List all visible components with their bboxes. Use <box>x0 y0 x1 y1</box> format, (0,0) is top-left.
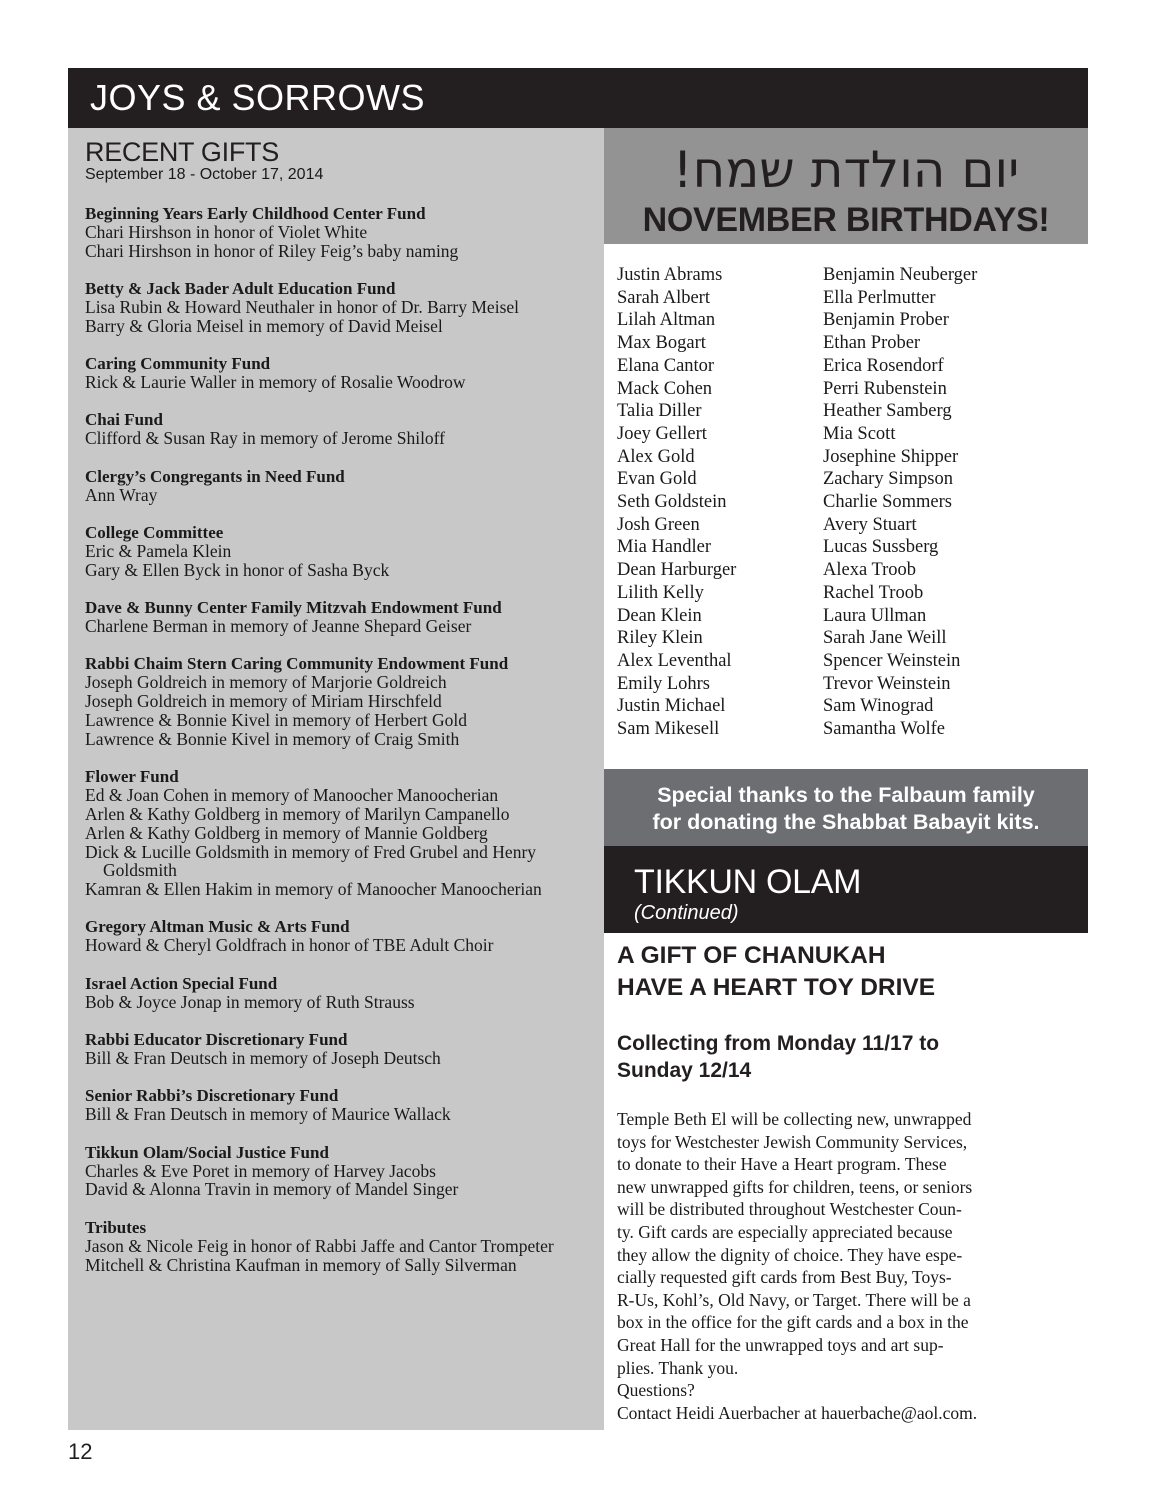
birthday-name: Riley Klein <box>617 628 703 649</box>
fund-name: Gregory Altman Music & Arts Fund <box>85 917 350 937</box>
thanks-line-1: Special thanks to the Falbaum family <box>657 783 1035 807</box>
section-title: JOYS & SORROWS <box>90 77 426 118</box>
gift-entry: Howard & Cheryl Goldfrach in honor of TBE Adult Choir <box>85 935 494 956</box>
birthday-name: Emily Lohrs <box>617 673 711 694</box>
birthday-name: Alex Gold <box>617 446 695 467</box>
article-body-line: plies. Thank you. <box>617 1357 739 1378</box>
fund-name: Betty & Jack Bader Adult Education Fund <box>85 279 396 299</box>
gift-entry: Charles & Eve Poret in memory of Harvey Jacobs <box>85 1160 436 1181</box>
gift-entry: Ed & Joan Cohen in memory of Manoocher Manoocherian <box>85 785 499 806</box>
article-subtitle-line-2: Sunday 12/14 <box>617 1059 752 1082</box>
fund-name: Rabbi Chaim Stern Caring Community Endowment Fund <box>85 654 509 674</box>
birthday-name: Joey Gellert <box>617 423 707 444</box>
article-body-line: new unwrapped gifts for children, teens, or seniors <box>617 1176 973 1197</box>
fund-name: Dave & Bunny Center Family Mitzvah Endowment Fund <box>85 598 502 618</box>
gift-entry: Chari Hirshson in honor of Riley Feig’s baby naming <box>85 240 459 261</box>
gift-entry: Dick & Lucille Goldsmith in memory of Fred Grubel and Henry Goldsmith <box>85 841 537 881</box>
hebrew-greeting: יום הולדת שמח! <box>672 141 1020 199</box>
funds-list <box>85 204 592 1274</box>
article-title-line-1: A GIFT OF CHANUKAH <box>617 942 886 969</box>
tikkun-olam-banner <box>604 846 1088 933</box>
birthday-name: Dean Harburger <box>617 560 737 581</box>
article-body-line: box in the office for the gift cards and a box in the <box>617 1312 969 1333</box>
fund-block <box>85 467 592 505</box>
birthdays-header <box>604 128 1088 244</box>
article-subtitle-line-1: Collecting from Monday 11/17 to <box>617 1032 940 1055</box>
fund-block <box>85 523 592 580</box>
tikkun-olam-title: TIKKUN OLAM <box>634 863 862 901</box>
page-number: 12 <box>68 1439 93 1464</box>
birthday-name: Mack Cohen <box>617 378 713 399</box>
birthday-name: Trevor Weinstein <box>823 673 951 694</box>
gift-entry: Joseph Goldreich in memory of Marjorie Goldreich <box>85 672 447 693</box>
gift-entry: Gary & Ellen Byck in honor of Sasha Byck <box>85 559 390 580</box>
birthday-name: Perri Rubenstein <box>823 378 947 399</box>
birthday-name: Evan Gold <box>617 469 697 490</box>
birthday-name: Ethan Prober <box>823 333 921 354</box>
article-body-line: to donate to their Have a Heart program. These <box>617 1154 947 1175</box>
gift-entry: Lawrence & Bonnie Kivel in memory of Craig Smith <box>85 728 460 749</box>
article-body-line: Temple Beth El will be collecting new, unwrapped <box>617 1109 972 1129</box>
fund-block <box>85 1086 592 1124</box>
birthday-name: Benjamin Prober <box>823 310 949 331</box>
gift-entry: David & Alonna Travin in memory of Mandel Singer <box>85 1179 459 1200</box>
gift-entry: Bill & Fran Deutsch in memory of Joseph Deutsch <box>85 1048 441 1069</box>
tikkun-olam-subtitle: (Continued) <box>634 902 739 924</box>
birthday-name: Alex Leventhal <box>617 650 732 671</box>
gift-entry: Clifford & Susan Ray in memory of Jerome Shiloff <box>85 428 446 449</box>
article-body-line: will be distributed throughout Westchester Coun- <box>617 1199 962 1220</box>
birthday-name: Erica Rosendorf <box>823 355 944 376</box>
gift-entry: Mitchell & Christina Kaufman in memory of Sally Silverman <box>85 1254 517 1275</box>
fund-name: Tikkun Olam/Social Justice Fund <box>85 1142 329 1162</box>
fund-name: Chai Fund <box>85 410 163 430</box>
fund-block <box>85 974 592 1012</box>
fund-block <box>85 204 592 261</box>
thanks-banner <box>604 769 1088 846</box>
birthday-name: Avery Stuart <box>823 514 917 535</box>
article-body <box>617 1108 1087 1424</box>
birthday-name: Lilah Altman <box>617 310 716 331</box>
birthday-name: Zachary Simpson <box>823 469 953 490</box>
fund-block <box>85 598 592 636</box>
birthday-name: Sarah Jane Weill <box>823 628 947 649</box>
birthday-name: Benjamin Neuberger <box>823 265 978 285</box>
article-body-line: they allow the dignity of choice. They have espe- <box>617 1244 963 1265</box>
fund-name: Clergy’s Congregants in Need Fund <box>85 466 345 486</box>
fund-block <box>85 410 592 448</box>
fund-block <box>85 1218 592 1275</box>
fund-name: Rabbi Educator Discretionary Fund <box>85 1030 348 1050</box>
fund-block <box>85 767 592 899</box>
fund-name: Caring Community Fund <box>85 354 271 374</box>
article-body-line: toys for Westchester Jewish Community Services, <box>617 1131 968 1152</box>
gift-entry: Lisa Rubin & Howard Neuthaler in honor of Dr. Barry Meisel <box>85 297 520 318</box>
birthday-name: Laura Ullman <box>823 605 927 626</box>
fund-name: Israel Action Special Fund <box>85 973 278 993</box>
fund-name: Tributes <box>85 1217 147 1237</box>
gift-entry: Kamran & Ellen Hakim in memory of Manoocher Manoocherian <box>85 879 542 900</box>
gift-entry: Bob & Joyce Jonap in memory of Ruth Strauss <box>85 991 415 1012</box>
birthday-name: Justin Michael <box>617 696 726 717</box>
birthday-name: Rachel Troob <box>823 582 924 603</box>
recent-gifts-dates: September 18 - October 17, 2014 <box>85 166 324 183</box>
fund-block <box>85 1143 592 1200</box>
fund-name: Senior Rabbi’s Discretionary Fund <box>85 1086 339 1106</box>
birthday-name: Talia Diller <box>617 401 702 422</box>
birthday-name: Justin Abrams <box>617 265 723 285</box>
birthday-name: Josh Green <box>617 514 700 535</box>
birthday-name: Ella Perlmutter <box>823 287 936 308</box>
birthday-name: Seth Goldstein <box>617 492 727 513</box>
birthdays-title: NOVEMBER BIRTHDAYS! <box>642 201 1050 239</box>
article-body-line: Contact Heidi Auerbacher at hauerbache@aol.com. <box>617 1402 978 1423</box>
gift-entry: Jason & Nicole Feig in honor of Rabbi Jaffe and Cantor Trompeter <box>85 1235 554 1256</box>
article-title <box>617 940 1089 1004</box>
article-body-line: cially requested gift cards from Best Buy, Toys- <box>617 1267 952 1288</box>
fund-name: Flower Fund <box>85 767 179 787</box>
gift-entry: Joseph Goldreich in memory of Miriam Hirschfeld <box>85 691 442 712</box>
recent-gifts-title: RECENT GIFTS <box>85 137 279 167</box>
birthday-name: Sam Mikesell <box>617 719 720 740</box>
article-body-line: ty. Gift cards are especially appreciated because <box>617 1221 953 1242</box>
gift-entry: Arlen & Kathy Goldberg in memory of Mannie Goldberg <box>85 822 488 843</box>
gift-entry: Chari Hirshson in honor of Violet White <box>85 222 368 242</box>
birthday-name: Lilith Kelly <box>617 582 704 603</box>
birthday-names-column-2 <box>823 264 977 741</box>
article-body-line: R-Us, Kohl’s, Old Navy, or Target. There will be a <box>617 1289 971 1310</box>
gift-entry: Ann Wray <box>85 484 158 505</box>
birthday-name: Charlie Sommers <box>823 492 952 513</box>
gift-entry: Rick & Laurie Waller in memory of Rosalie Woodrow <box>85 372 466 393</box>
fund-block <box>85 654 592 748</box>
birthday-name: Josephine Shipper <box>823 446 959 467</box>
article-title-line-2: HAVE A HEART TOY DRIVE <box>617 974 936 1001</box>
gift-entry: Bill & Fran Deutsch in memory of Maurice Wallack <box>85 1104 451 1125</box>
birthday-name: Lucas Sussberg <box>823 537 939 558</box>
birthday-name: Samantha Wolfe <box>823 719 945 740</box>
birthday-name: Sam Winograd <box>823 696 934 717</box>
birthday-name: Sarah Albert <box>617 287 710 308</box>
thanks-line-2: for donating the Shabbat Babayit kits. <box>652 810 1040 834</box>
gift-entry: Charlene Berman in memory of Jeanne Shepard Geiser <box>85 616 472 637</box>
section-banner <box>68 68 1088 128</box>
gift-entry: Eric & Pamela Klein <box>85 541 232 562</box>
article-subtitle <box>617 1030 1089 1084</box>
gift-entry: Arlen & Kathy Goldberg in memory of Marilyn Campanello <box>85 803 510 824</box>
birthday-name: Alexa Troob <box>823 560 917 581</box>
fund-name: Beginning Years Early Childhood Center Fund <box>85 204 426 223</box>
fund-block <box>85 279 592 336</box>
gift-entry: Lawrence & Bonnie Kivel in memory of Herbert Gold <box>85 710 467 731</box>
fund-block <box>85 1030 592 1068</box>
birthday-name: Mia Handler <box>617 537 712 558</box>
fund-block <box>85 917 592 955</box>
fund-name: College Committee <box>85 523 224 543</box>
birthday-name: Mia Scott <box>823 423 896 444</box>
birthday-name: Spencer Weinstein <box>823 650 961 671</box>
article-body-line: Questions? <box>617 1380 695 1401</box>
birthday-name: Dean Klein <box>617 605 702 626</box>
birthday-name: Heather Samberg <box>823 401 952 422</box>
birthday-name: Elana Cantor <box>617 355 715 376</box>
article-body-line: Great Hall for the unwrapped toys and art sup- <box>617 1334 944 1355</box>
birthday-names-column-1 <box>617 264 736 741</box>
birthday-name: Max Bogart <box>617 333 706 354</box>
fund-block <box>85 354 592 392</box>
recent-gifts-panel <box>68 128 604 1430</box>
toy-drive-article <box>617 940 1089 1424</box>
gift-entry: Barry & Gloria Meisel in memory of David Meisel <box>85 315 443 336</box>
